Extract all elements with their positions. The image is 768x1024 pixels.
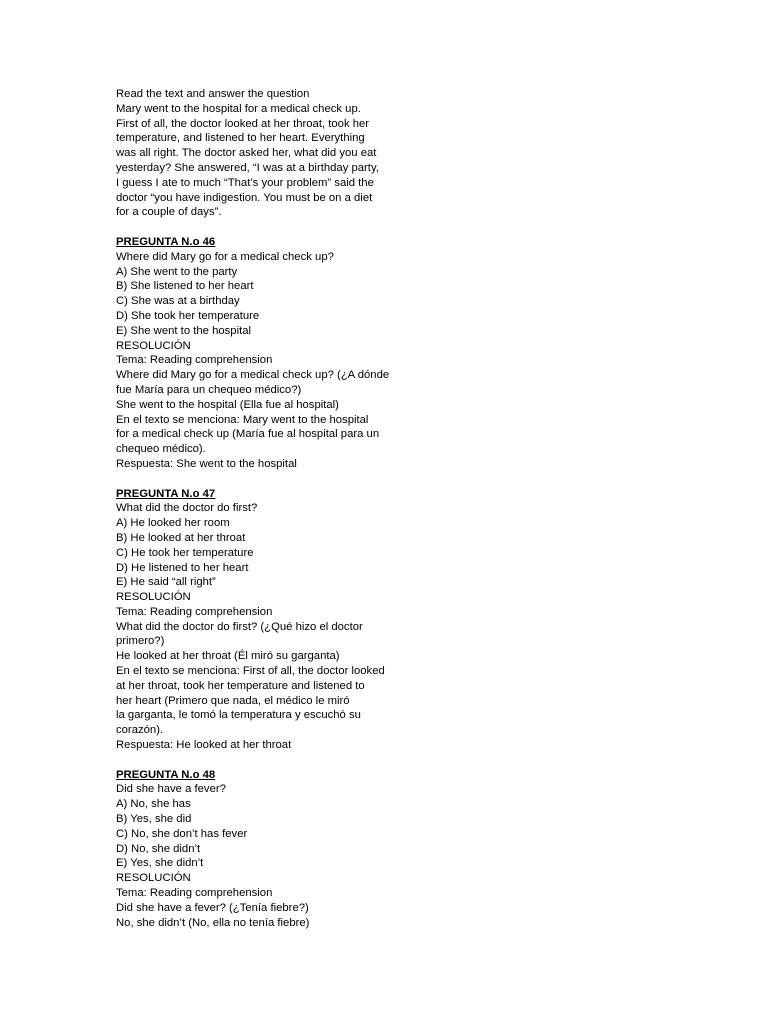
answer-line: Respuesta: He looked at her throat (116, 739, 292, 752)
explanation-line: her heart (Primero que nada, el médico le miró (116, 694, 350, 707)
answer-option-d: D) He listened to her heart (116, 561, 249, 574)
document-page (116, 87, 416, 930)
question-text: What did the doctor do first? (116, 502, 258, 515)
passage-line: Mary went to the hospital for a medical check up. (116, 102, 361, 115)
answer-option-a: A) No, she has (116, 798, 191, 811)
spacer (116, 753, 416, 768)
explanation-line: En el texto se menciona: First of all, the doctor looked (116, 665, 385, 678)
topic-line: Tema: Reading comprehension (116, 887, 273, 900)
explanation-line: la garganta, le tomó la temperatura y escuchó su (116, 709, 361, 722)
answer-option-e: E) Yes, she didn’t (116, 857, 204, 870)
explanation-line: chequeo médico). (116, 443, 206, 456)
answer-line: Respuesta: She went to the hospital (116, 457, 297, 470)
question-block-46 (116, 235, 416, 472)
question-heading: PREGUNTA N.o 48 (116, 768, 216, 781)
passage-line: yesterday? She answered, “I was at a birthday party, (116, 161, 379, 174)
answer-option-c: C) He took her temperature (116, 546, 254, 559)
topic-line: Tema: Reading comprehension (116, 354, 273, 367)
answer-option-a: A) She went to the party (116, 265, 238, 278)
question-heading: PREGUNTA N.o 47 (116, 487, 216, 500)
spacer (116, 220, 416, 235)
intro-instruction: Read the text and answer the question (116, 88, 310, 100)
question-heading: PREGUNTA N.o 46 (116, 235, 216, 248)
resolution-label: RESOLUCIÓN (116, 339, 191, 352)
answer-option-c: C) She was at a birthday (116, 295, 240, 308)
explanation-line: Where did Mary go for a medical check up? (¿A dónde (116, 369, 390, 382)
passage-line: temperature, and listened to her heart. Everything (116, 132, 365, 145)
explanation-line: He looked at her throat (Él miró su garganta) (116, 650, 340, 663)
answer-option-b: B) She listened to her heart (116, 280, 254, 293)
question-text: Where did Mary go for a medical check up? (116, 250, 334, 263)
answer-option-d: D) She took her temperature (116, 309, 260, 322)
explanation-line: fue María para un chequeo médico?) (116, 383, 302, 396)
question-block-47 (116, 487, 416, 753)
question-text: Did she have a fever? (116, 783, 226, 796)
explanation-line: corazón). (116, 724, 164, 737)
answer-option-b: B) He looked at her throat (116, 531, 246, 544)
answer-option-e: E) He said “all right” (116, 576, 216, 589)
resolution-label: RESOLUCIÓN (116, 591, 191, 604)
passage-line: for a couple of days”. (116, 206, 222, 219)
answer-option-d: D) No, she didn’t (116, 842, 201, 855)
explanation-line: En el texto se menciona: Mary went to the hospital (116, 413, 369, 426)
explanation-line: primero?) (116, 635, 165, 648)
explanation-line: What did the doctor do first? (¿Qué hizo el doctor (116, 620, 363, 633)
passage-line: First of all, the doctor looked at her throat, took her (116, 117, 370, 130)
passage-line: doctor “you have indigestion. You must be on a diet (116, 191, 373, 204)
intro-passage (116, 87, 416, 220)
answer-option-c: C) No, she don’t has fever (116, 827, 248, 840)
topic-line: Tema: Reading comprehension (116, 605, 273, 618)
question-block-48 (116, 768, 416, 931)
answer-option-b: B) Yes, she did (116, 813, 192, 826)
passage-line: I guess I ate to much “That’s your problem” said the (116, 176, 374, 189)
explanation-line: at her throat, took her temperature and listened to (116, 679, 365, 692)
spacer (116, 472, 416, 487)
explanation-line: Did she have a fever? (¿Tenía fiebre?) (116, 901, 309, 914)
answer-line: No, she didn’t (No, ella no tenía fiebre) (116, 916, 310, 929)
resolution-label: RESOLUCIÓN (116, 872, 191, 885)
explanation-line: She went to the hospital (Ella fue al hospital) (116, 398, 339, 411)
explanation-line: for a medical check up (María fue al hospital para un (116, 428, 380, 441)
answer-option-e: E) She went to the hospital (116, 324, 252, 337)
answer-option-a: A) He looked her room (116, 517, 230, 530)
passage-line: was all right. The doctor asked her, what did you eat (116, 147, 377, 160)
